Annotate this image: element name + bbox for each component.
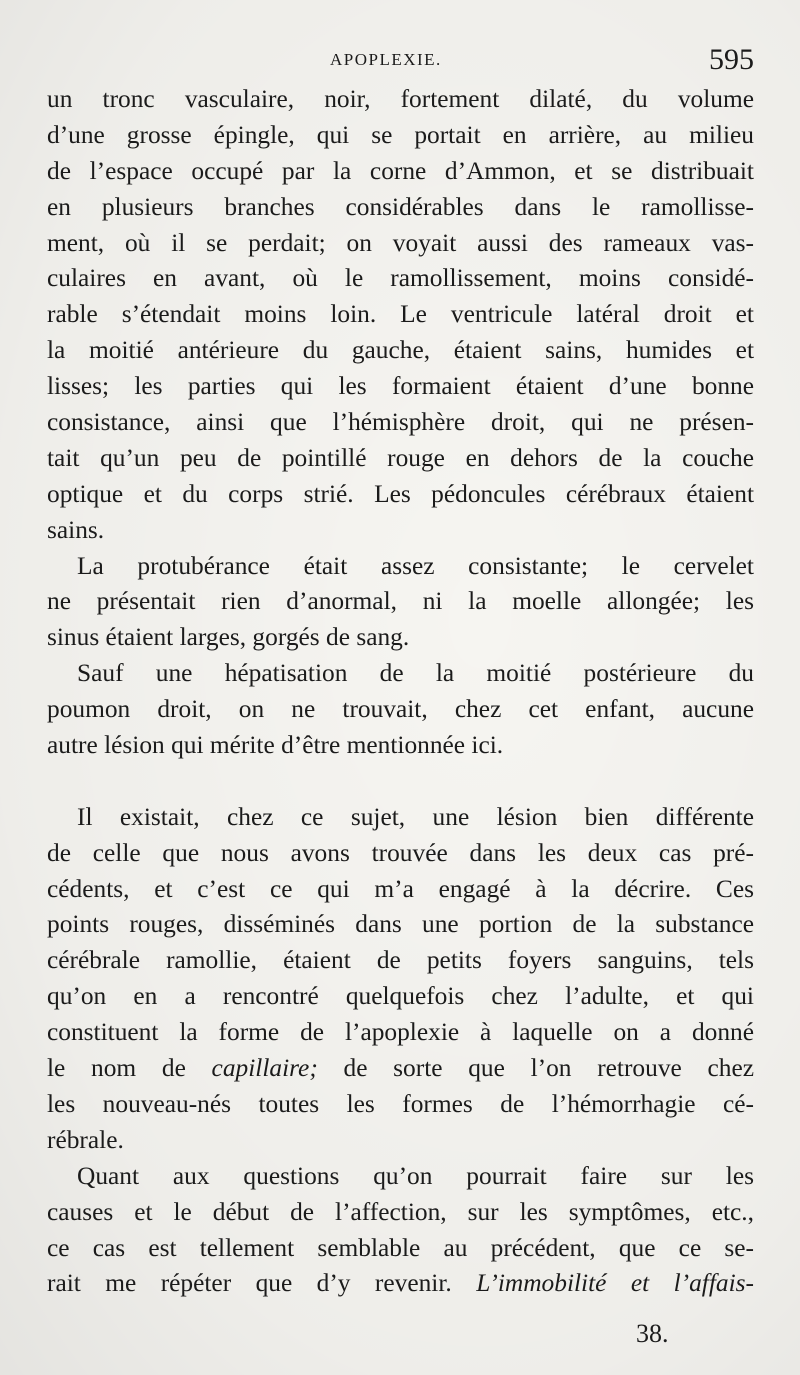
text-line: optique et du corps strié. Les pédoncules cérébraux étaient — [47, 479, 754, 508]
text-line: rébrale. — [47, 1125, 124, 1154]
section-gap — [47, 764, 754, 800]
text-line: rable s’étendait moins loin. Le ventricule latéral droit et — [47, 300, 754, 329]
text-line: sinus étaient larges, gorgés de sang. — [47, 623, 410, 652]
text-line: de celle que nous avons trouvée dans les deux cas pré- — [47, 838, 754, 867]
text-run: le nom de — [47, 1054, 212, 1083]
paragraph-1 — [47, 82, 754, 549]
text-line: Il existait, chez ce sujet, une lésion bien différente — [77, 802, 754, 831]
text-line: Quant aux questions qu’on pourrait faire sur les — [77, 1161, 754, 1190]
text-line-with-italic — [47, 1266, 754, 1302]
text-line: points rouges, disséminés dans une portion de la substance — [47, 910, 754, 939]
text-line: cérébrale ramollie, étaient de petits foyers sanguins, tels — [47, 946, 754, 975]
running-title: APOPLEXIE. — [330, 50, 442, 69]
paragraph-3 — [47, 656, 754, 764]
text-line: lisses; les parties qui les formaient étaient d’une bonne — [47, 372, 754, 401]
signature-mark: 38. — [636, 1319, 669, 1348]
text-line: ne présentait rien d’anormal, ni la moelle allongée; les — [47, 587, 754, 616]
text-line: d’une grosse épingle, qui se portait en arrière, au milieu — [47, 120, 754, 149]
text-line: Sauf une hépatisation de la moitié postérieure du — [77, 659, 754, 688]
paragraph-5 — [47, 1159, 754, 1303]
text-line: autre lésion qui mérite d’être mentionnée ici. — [47, 731, 504, 760]
text-line: culaires en avant, où le ramollissement, moins considé- — [47, 264, 754, 293]
text-line: causes et le début de l’affection, sur les symptômes, etc., — [47, 1197, 754, 1226]
italic-phrase: L’immobilité et l’affais- — [476, 1269, 754, 1298]
text-line: sains. — [47, 515, 105, 544]
text-line: cédents, et c’est ce qui m’a engagé à la décrire. Ces — [47, 874, 754, 903]
text-line: ce cas est tellement semblable au précédent, que ce se- — [47, 1233, 754, 1262]
text-line: poumon droit, on ne trouvait, chez cet enfant, aucune — [47, 695, 754, 724]
running-head — [0, 43, 800, 82]
text-line: qu’on en a rencontré quelquefois chez l’adulte, et qui — [47, 982, 754, 1011]
text-line: un tronc vasculaire, noir, fortement dilaté, du volume — [47, 85, 754, 113]
text-line: ment, où il se perdait; on voyait aussi des rameaux vas- — [47, 228, 754, 257]
text-line: en plusieurs branches considérables dans le ramollisse- — [47, 192, 754, 221]
text-run: rait me répéter que d’y revenir. — [47, 1269, 477, 1298]
text-line: de l’espace occupé par la corne d’Ammon, et se distribuait — [47, 156, 754, 185]
paragraph-2 — [47, 549, 754, 657]
text-line: consistance, ainsi que l’hémisphère droit, qui ne présen- — [47, 408, 754, 437]
text-line: les nouveau-nés toutes les formes de l’hémorrhagie cé- — [47, 1089, 754, 1118]
text-line: constituent la forme de l’apoplexie à laquelle on a donné — [47, 1018, 754, 1047]
text-line: tait qu’un peu de pointillé rouge en dehors de la couche — [47, 443, 754, 472]
italic-term: capillaire; — [211, 1054, 318, 1083]
text-line-with-italic — [47, 1051, 754, 1087]
text-line: la moitié antérieure du gauche, étaient sains, humides et — [47, 336, 754, 365]
text-line: La protubérance était assez consistante; le cervelet — [77, 551, 754, 580]
text-run: de sorte que l’on retrouve chez — [317, 1054, 754, 1083]
paragraph-4 — [47, 800, 754, 1159]
page-number: 595 — [709, 43, 754, 76]
text-block — [47, 82, 754, 1302]
